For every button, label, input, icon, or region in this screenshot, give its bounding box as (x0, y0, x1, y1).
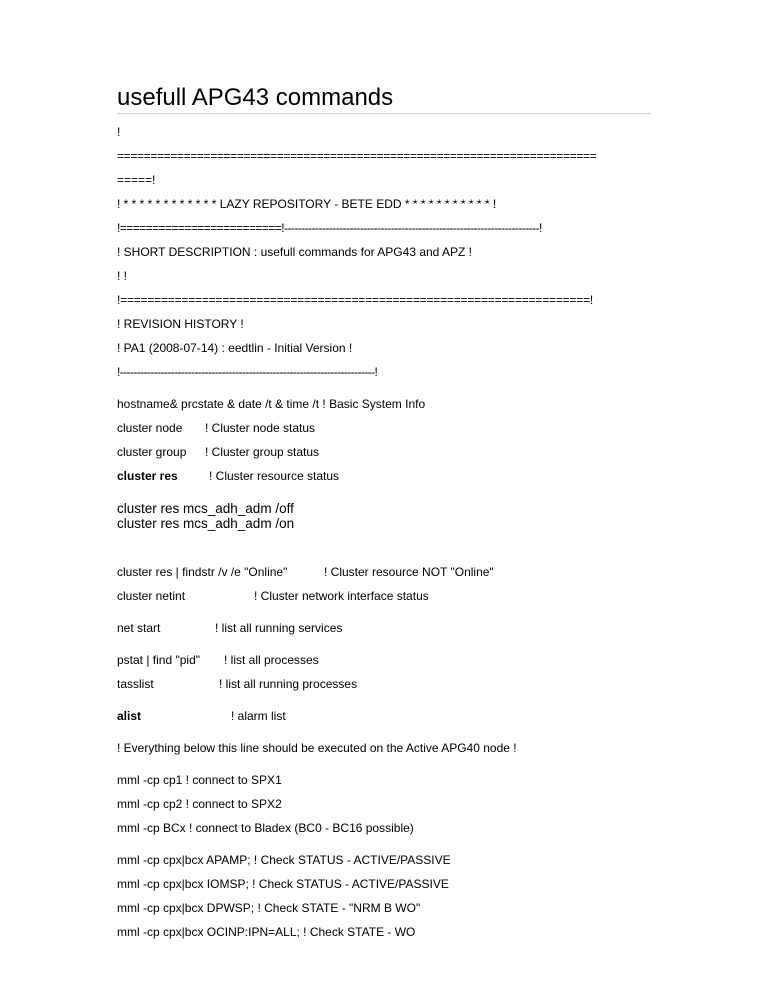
title-divider (117, 113, 651, 114)
lazy-repository-line: ! * * * * * * * * * * * * LAZY REPOSITORY - BETE EDD * * * * * * * * * * * ! (117, 197, 497, 211)
revision-history-line: ! REVISION HISTORY ! (117, 317, 244, 331)
command-text: cluster res (117, 469, 178, 483)
cluster-res-line (117, 469, 339, 483)
command-comment: ! alarm list (231, 709, 286, 723)
mml-cp2-line: mml -cp cp2 ! connect to SPX2 (117, 797, 282, 811)
command-text: cluster node (117, 421, 183, 435)
header-separator-1-tail: =====! (117, 173, 156, 187)
mml-cp1-line: mml -cp cp1 ! connect to SPX1 (117, 773, 282, 787)
pstat-line (117, 653, 319, 667)
command-text: net start (117, 621, 161, 635)
short-description-line: ! SHORT DESCRIPTION : usefull commands for APG43 and APZ ! (117, 245, 473, 259)
command-text: tasslist (117, 677, 154, 691)
mml-iomsp-line: mml -cp cpx|bcx IOMSP; ! Check STATUS - ACTIVE/PASSIVE (117, 877, 449, 891)
cluster-node-line (117, 421, 315, 435)
alist-line (117, 709, 286, 723)
active-node-note: ! Everything below this line should be executed on the Active APG40 node ! (117, 741, 517, 755)
page-title: usefull APG43 commands (117, 84, 394, 111)
command-comment: ! list all running services (215, 621, 343, 635)
command-comment: ! Cluster group status (205, 445, 320, 459)
command-text: alist (117, 709, 142, 723)
command-comment: ! Cluster resource NOT "Online" (324, 565, 494, 579)
command-comment: ! Cluster node status (205, 421, 316, 435)
mml-dpwsp-line: mml -cp cpx|bcx DPWSP; ! Check STATE - "NRM B WO" (117, 901, 421, 915)
header-separator-3: !=====================================================================! (117, 293, 594, 307)
empty-bangs-line: ! ! (117, 269, 128, 283)
basic-info-line: hostname& prcstate & date /t & time /t ! Basic System Info (117, 397, 426, 411)
command-text: cluster group (117, 445, 187, 459)
command-comment: ! Cluster resource status (209, 469, 340, 483)
header-bang: ! (117, 125, 121, 139)
mcs-off-line: cluster res mcs_adh_adm /off (117, 501, 294, 516)
command-comment: ! Cluster network interface status (254, 589, 429, 603)
mml-apamp-line: mml -cp cpx|bcx APAMP; ! Check STATUS - ACTIVE/PASSIVE (117, 853, 451, 867)
mcs-on-line: cluster res mcs_adh_adm /on (117, 516, 295, 531)
mml-ocinp-line: mml -cp cpx|bcx OCINP:IPN=ALL; ! Check STATE - WO (117, 925, 416, 939)
header-separator-2: !=========================!--------------------------------------------------------------------------! (117, 221, 542, 235)
tasslist-line (117, 677, 357, 691)
cluster-res-findstr-line (117, 565, 494, 579)
cluster-group-line (117, 445, 319, 459)
command-text: cluster netint (117, 589, 186, 603)
command-comment: ! list all running processes (219, 677, 358, 691)
command-text: cluster res | findstr /v /e "Online" (117, 565, 288, 579)
revision-pa1-line: ! PA1 (2008-07-14) : eedtlin - Initial Version ! (117, 341, 353, 355)
header-separator-1: ======================================================================== (117, 149, 597, 163)
command-text: pstat | find "pid" (117, 653, 201, 667)
command-comment: ! list all processes (224, 653, 319, 667)
net-start-line (117, 621, 342, 635)
mml-bcx-line: mml -cp BCx ! connect to Bladex (BC0 - BC16 possible) (117, 821, 414, 835)
header-separator-4: !---------------------------------------------------------------------------! (117, 365, 378, 379)
cluster-netint-line (117, 589, 429, 603)
